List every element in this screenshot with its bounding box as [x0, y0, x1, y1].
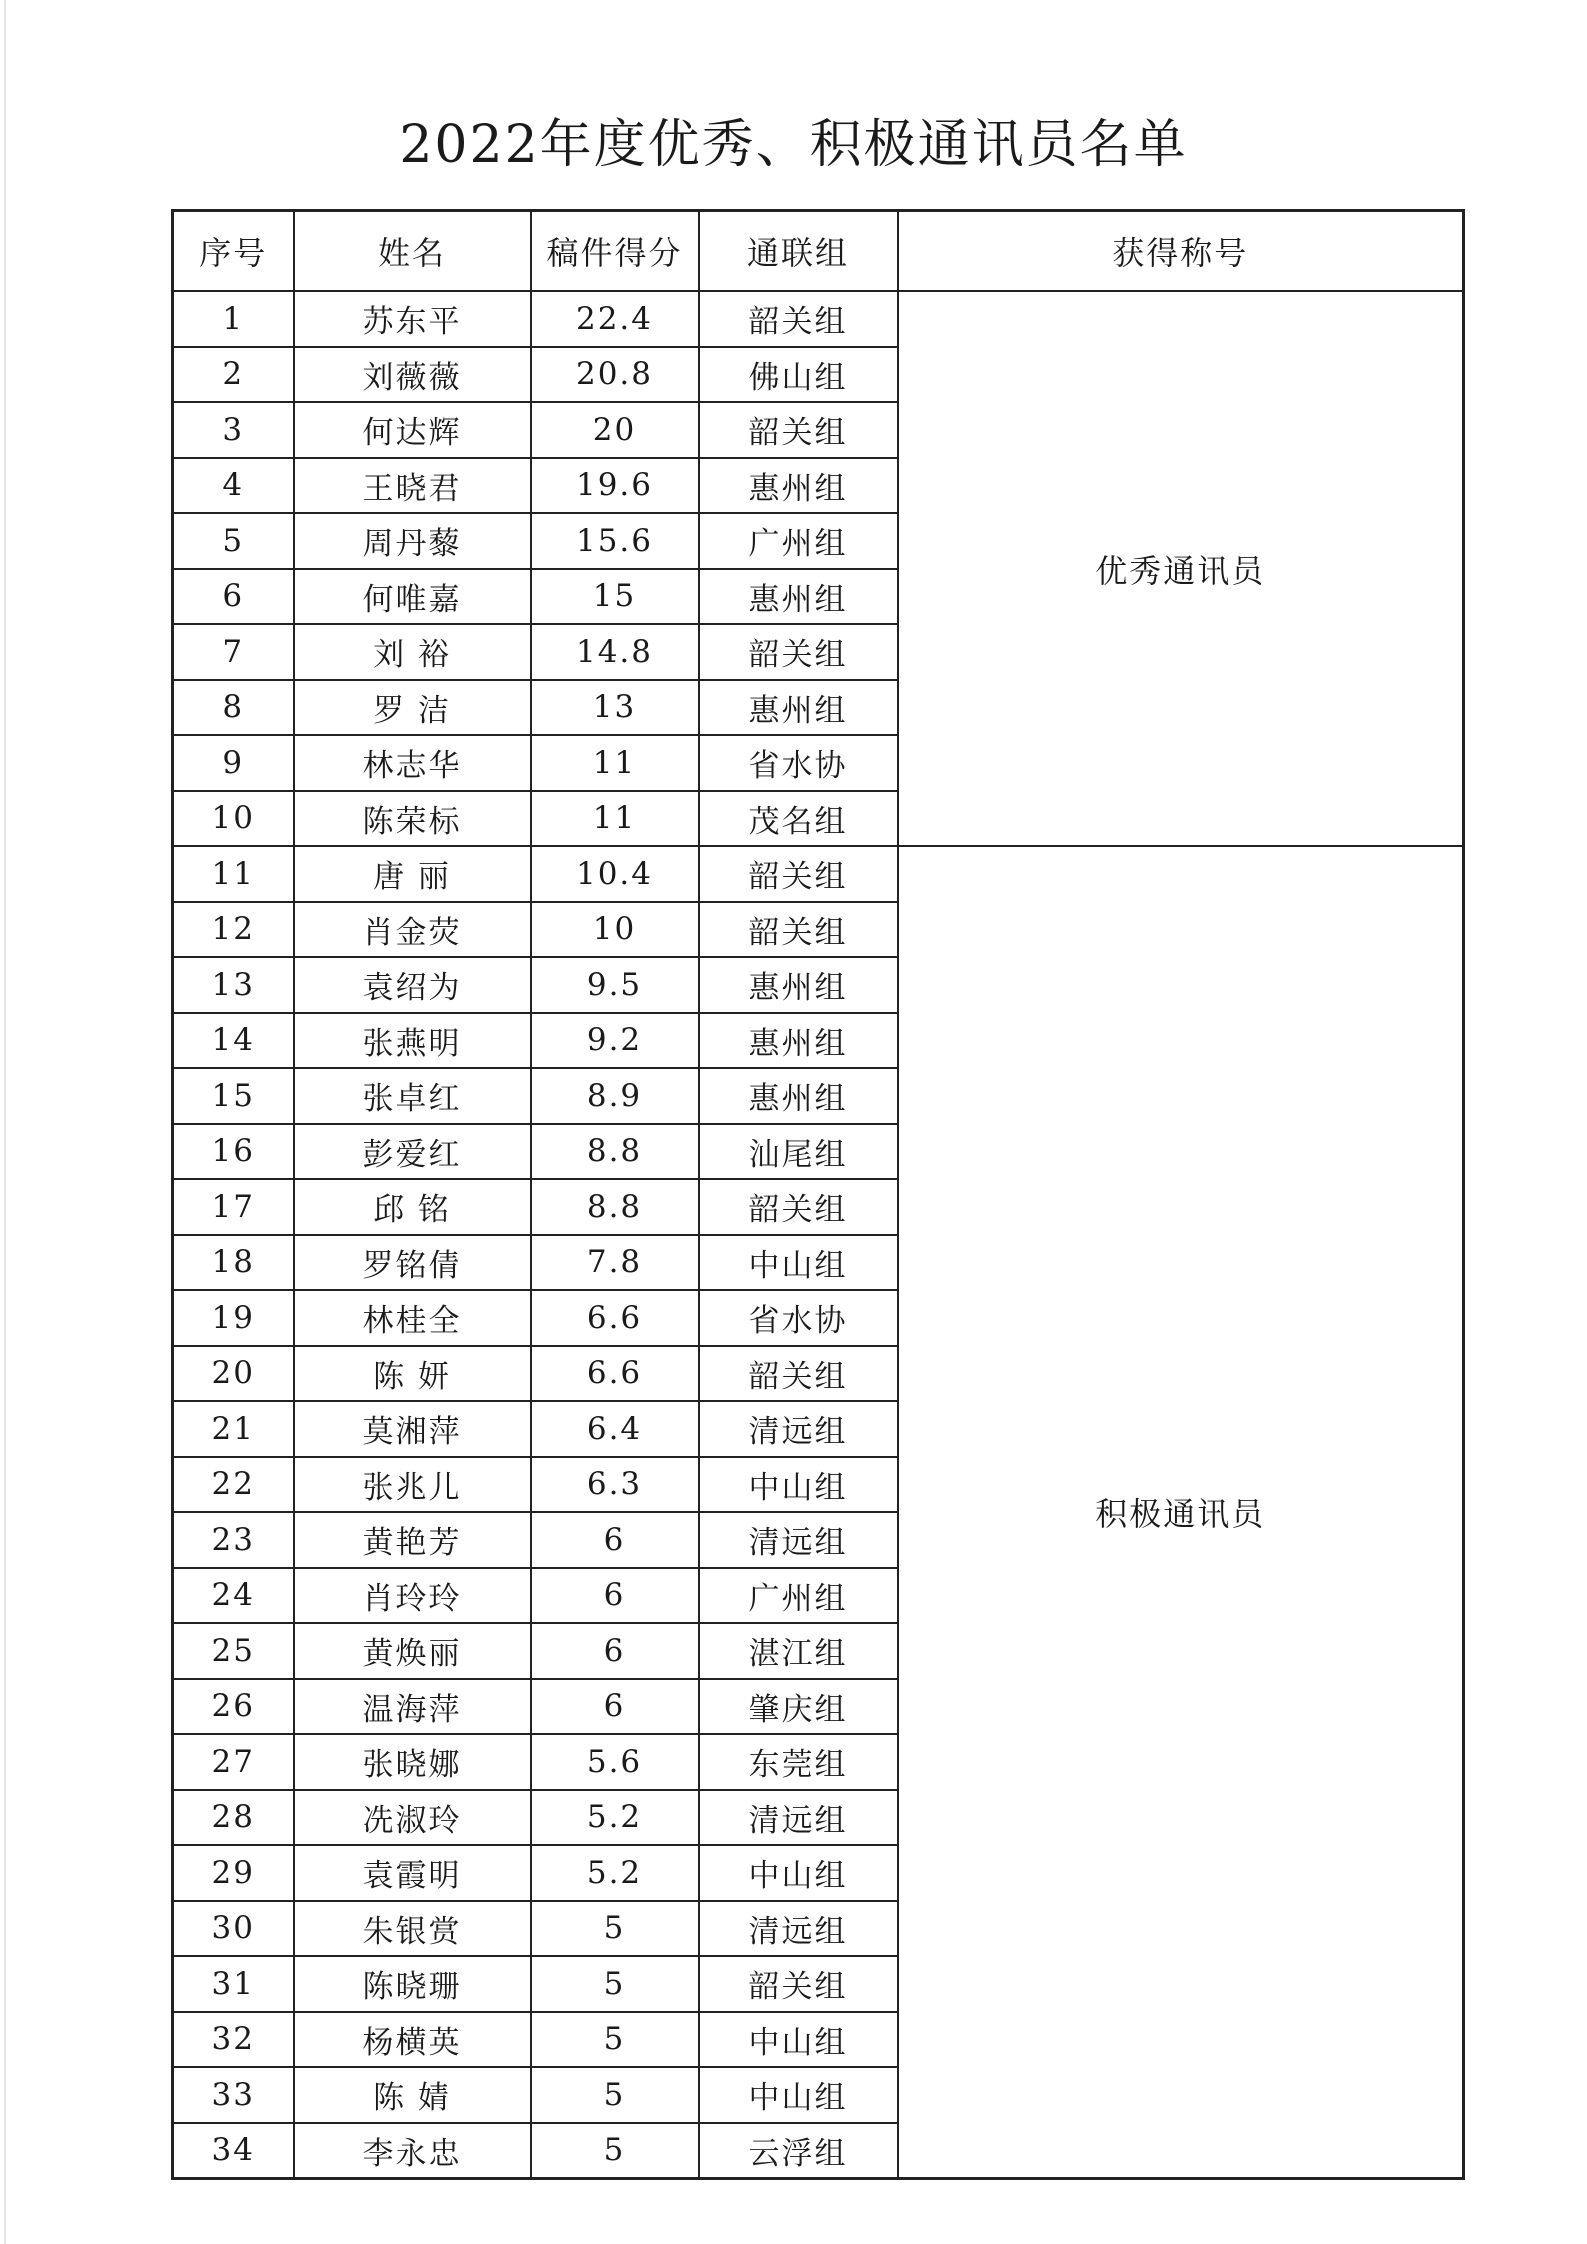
cell-group: 中山组: [699, 1235, 898, 1291]
cell-seq: 25: [173, 1623, 294, 1679]
header-group: 通联组: [699, 211, 898, 292]
cell-group: 肇庆组: [699, 1679, 898, 1735]
cell-score: 14.8: [531, 624, 699, 680]
cell-seq: 5: [173, 513, 294, 569]
cell-score: 20: [531, 402, 699, 458]
cell-name: 唐 丽: [294, 846, 531, 902]
cell-group: 广州组: [699, 1568, 898, 1624]
cell-group: 惠州组: [699, 569, 898, 625]
cell-seq: 11: [173, 846, 294, 902]
cell-score: 5.2: [531, 1845, 699, 1901]
cell-score: 15.6: [531, 513, 699, 569]
cell-seq: 31: [173, 1956, 294, 2012]
cell-group: 广州组: [699, 513, 898, 569]
cell-group: 清远组: [699, 1790, 898, 1846]
header-name: 姓名: [294, 211, 531, 292]
cell-seq: 10: [173, 791, 294, 847]
cell-score: 11: [531, 791, 699, 847]
cell-seq: 9: [173, 735, 294, 791]
cell-group: 韶关组: [699, 291, 898, 347]
cell-seq: 7: [173, 624, 294, 680]
cell-group: 韶关组: [699, 1956, 898, 2012]
cell-score: 8.8: [531, 1179, 699, 1235]
cell-group: 湛江组: [699, 1623, 898, 1679]
cell-group: 惠州组: [699, 1068, 898, 1124]
cell-group: 省水协: [699, 1290, 898, 1346]
cell-group: 惠州组: [699, 680, 898, 736]
cell-name: 肖金荧: [294, 902, 531, 958]
cell-seq: 34: [173, 2123, 294, 2179]
cell-score: 5.6: [531, 1734, 699, 1790]
cell-seq: 17: [173, 1179, 294, 1235]
cell-score: 5: [531, 2067, 699, 2123]
cell-seq: 13: [173, 957, 294, 1013]
cell-score: 8.8: [531, 1124, 699, 1180]
cell-score: 20.8: [531, 347, 699, 403]
cell-name: 张兆儿: [294, 1457, 531, 1513]
cell-name: 陈 婧: [294, 2067, 531, 2123]
cell-seq: 30: [173, 1901, 294, 1957]
cell-name: 袁绍为: [294, 957, 531, 1013]
cell-seq: 8: [173, 680, 294, 736]
cell-seq: 24: [173, 1568, 294, 1624]
cell-group: 惠州组: [699, 957, 898, 1013]
cell-name: 陈晓珊: [294, 1956, 531, 2012]
cell-score: 6: [531, 1568, 699, 1624]
cell-seq: 3: [173, 402, 294, 458]
cell-name: 黄焕丽: [294, 1623, 531, 1679]
cell-score: 6.4: [531, 1401, 699, 1457]
table-header: [173, 211, 1464, 292]
cell-group: 韶关组: [699, 624, 898, 680]
table-row: [173, 846, 1464, 902]
cell-seq: 1: [173, 291, 294, 347]
cell-score: 5: [531, 2123, 699, 2179]
cell-group: 云浮组: [699, 2123, 898, 2179]
cell-name: 朱银赏: [294, 1901, 531, 1957]
cell-score: 7.8: [531, 1235, 699, 1291]
cell-score: 6: [531, 1512, 699, 1568]
cell-seq: 28: [173, 1790, 294, 1846]
cell-name: 罗铭倩: [294, 1235, 531, 1291]
cell-honor: 积极通讯员: [898, 846, 1464, 2178]
cell-score: 10.4: [531, 846, 699, 902]
cell-seq: 16: [173, 1124, 294, 1180]
cell-group: 清远组: [699, 1901, 898, 1957]
cell-name: 陈荣标: [294, 791, 531, 847]
cell-seq: 26: [173, 1679, 294, 1735]
cell-seq: 4: [173, 458, 294, 514]
cell-group: 清远组: [699, 1401, 898, 1457]
cell-name: 张晓娜: [294, 1734, 531, 1790]
cell-score: 6.6: [531, 1346, 699, 1402]
cell-score: 6.3: [531, 1457, 699, 1513]
cell-group: 中山组: [699, 1845, 898, 1901]
cell-seq: 6: [173, 569, 294, 625]
cell-name: 何唯嘉: [294, 569, 531, 625]
cell-name: 周丹藜: [294, 513, 531, 569]
cell-name: 张燕明: [294, 1013, 531, 1069]
cell-group: 汕尾组: [699, 1124, 898, 1180]
cell-name: 袁霞明: [294, 1845, 531, 1901]
header-honor: 获得称号: [898, 211, 1464, 292]
cell-score: 6: [531, 1623, 699, 1679]
table-body: [173, 291, 1464, 2178]
cell-name: 邱 铭: [294, 1179, 531, 1235]
cell-group: 东莞组: [699, 1734, 898, 1790]
cell-name: 刘薇薇: [294, 347, 531, 403]
cell-seq: 19: [173, 1290, 294, 1346]
scan-edge-line: [4, 0, 6, 2244]
cell-score: 15: [531, 569, 699, 625]
header-row: [173, 211, 1464, 292]
header-seq: 序号: [173, 211, 294, 292]
cell-seq: 29: [173, 1845, 294, 1901]
cell-name: 冼淑玲: [294, 1790, 531, 1846]
cell-seq: 2: [173, 347, 294, 403]
cell-name: 温海萍: [294, 1679, 531, 1735]
cell-name: 黄艳芳: [294, 1512, 531, 1568]
cell-seq: 21: [173, 1401, 294, 1457]
cell-name: 李永忠: [294, 2123, 531, 2179]
cell-seq: 18: [173, 1235, 294, 1291]
cell-seq: 22: [173, 1457, 294, 1513]
cell-score: 9.5: [531, 957, 699, 1013]
cell-name: 彭爱红: [294, 1124, 531, 1180]
header-score: 稿件得分: [531, 211, 699, 292]
cell-seq: 15: [173, 1068, 294, 1124]
cell-seq: 33: [173, 2067, 294, 2123]
cell-group: 中山组: [699, 2012, 898, 2068]
cell-name: 罗 洁: [294, 680, 531, 736]
cell-score: 10: [531, 902, 699, 958]
cell-score: 22.4: [531, 291, 699, 347]
cell-group: 韶关组: [699, 402, 898, 458]
cell-name: 杨横英: [294, 2012, 531, 2068]
cell-group: 韶关组: [699, 902, 898, 958]
cell-seq: 27: [173, 1734, 294, 1790]
cell-seq: 20: [173, 1346, 294, 1402]
cell-seq: 32: [173, 2012, 294, 2068]
cell-name: 林桂全: [294, 1290, 531, 1346]
cell-name: 陈 妍: [294, 1346, 531, 1402]
cell-score: 6: [531, 1679, 699, 1735]
page-title: 2022年度优秀、积极通讯员名单: [399, 115, 1188, 175]
cell-score: 5: [531, 1956, 699, 2012]
cell-group: 惠州组: [699, 458, 898, 514]
cell-score: 19.6: [531, 458, 699, 514]
cell-name: 王晓君: [294, 458, 531, 514]
table-row: [173, 291, 1464, 347]
cell-group: 韶关组: [699, 1179, 898, 1235]
cell-group: 茂名组: [699, 791, 898, 847]
cell-score: 6.6: [531, 1290, 699, 1346]
cell-score: 5: [531, 1901, 699, 1957]
cell-group: 清远组: [699, 1512, 898, 1568]
cell-group: 省水协: [699, 735, 898, 791]
cell-seq: 12: [173, 902, 294, 958]
cell-score: 5.2: [531, 1790, 699, 1846]
cell-score: 5: [531, 2012, 699, 2068]
cell-group: 韶关组: [699, 1346, 898, 1402]
cell-score: 11: [531, 735, 699, 791]
cell-seq: 14: [173, 1013, 294, 1069]
cell-score: 9.2: [531, 1013, 699, 1069]
cell-score: 13: [531, 680, 699, 736]
cell-group: 中山组: [699, 1457, 898, 1513]
cell-name: 莫湘萍: [294, 1401, 531, 1457]
cell-group: 惠州组: [699, 1013, 898, 1069]
cell-name: 苏东平: [294, 291, 531, 347]
cell-name: 肖玲玲: [294, 1568, 531, 1624]
cell-seq: 23: [173, 1512, 294, 1568]
cell-name: 刘 裕: [294, 624, 531, 680]
cell-group: 韶关组: [699, 846, 898, 902]
cell-score: 8.9: [531, 1068, 699, 1124]
correspondent-table: [171, 209, 1465, 2180]
cell-honor: 优秀通讯员: [898, 291, 1464, 846]
cell-name: 林志华: [294, 735, 531, 791]
cell-name: 张卓红: [294, 1068, 531, 1124]
cell-group: 佛山组: [699, 347, 898, 403]
cell-name: 何达辉: [294, 402, 531, 458]
cell-group: 中山组: [699, 2067, 898, 2123]
